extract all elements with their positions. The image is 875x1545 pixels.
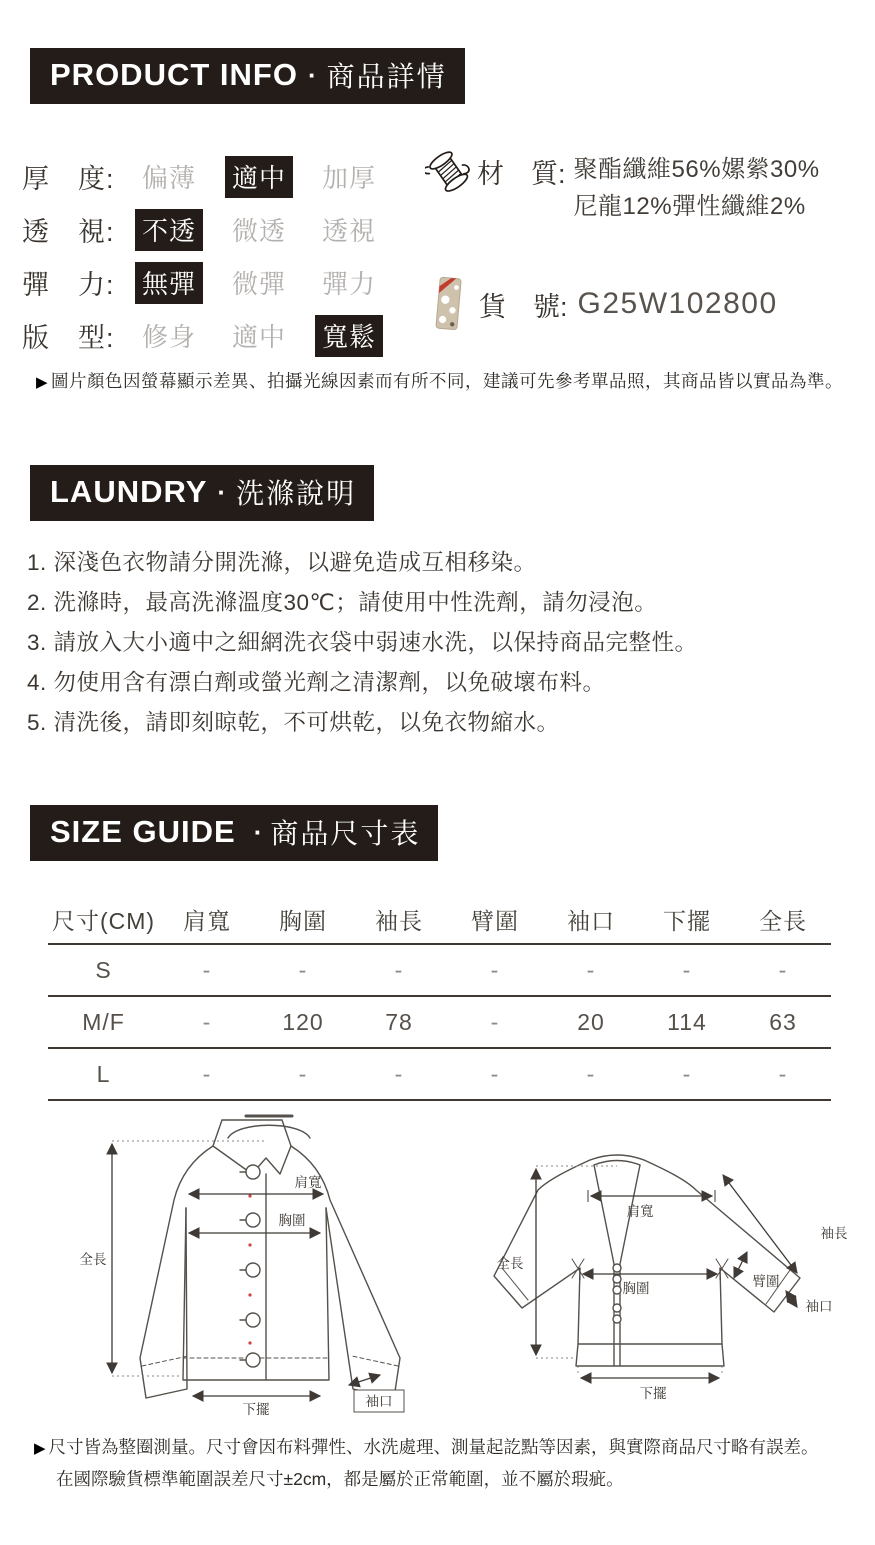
attr-option: 彈力	[321, 269, 376, 299]
col-header-cuff: 袖口	[567, 908, 615, 934]
value-cell: -	[682, 1060, 692, 1087]
value-cell: 114	[667, 1008, 707, 1035]
laundry-title-en: LAUNDRY	[50, 474, 208, 509]
value-cell: -	[490, 1008, 500, 1035]
clothing-tag-icon	[433, 275, 465, 333]
title-separator-dot: ·	[217, 476, 227, 507]
size-guide-title-en: SIZE GUIDE	[50, 814, 236, 849]
value-cell: -	[202, 1008, 212, 1035]
diagram-label-cuff: 袖口	[805, 1299, 833, 1314]
material-line-1: 聚酯纖維56%嫘縈30%	[573, 156, 820, 183]
size-table-header-row	[48, 896, 831, 945]
laundry-item-5: 5. 清洗後，請即刻晾乾，不可烘乾，以免衣物縮水。	[27, 710, 560, 735]
value-cell: -	[298, 1060, 308, 1087]
col-header-hem: 下擺	[663, 908, 711, 934]
color-disclaimer-text: 圖片顏色因螢幕顯示差異、拍攝光線因素而有所不同，建議可先參考單品照，其商品皆以實品為準。	[51, 371, 844, 391]
diagram-label-hem: 下擺	[639, 1386, 667, 1401]
cardigan-measurement-diagram	[478, 1146, 873, 1414]
item-number-value: G25W102800	[577, 287, 778, 320]
attribute-matrix	[22, 150, 422, 362]
material-row	[425, 148, 870, 225]
size-table	[48, 896, 831, 1101]
value-cell: -	[202, 1060, 212, 1087]
value-cell: 63	[769, 1008, 797, 1035]
attr-option: 微彈	[231, 269, 286, 299]
attr-row-elasticity	[22, 256, 422, 309]
attr-option: 加厚	[321, 163, 376, 193]
attr-option: 透視	[321, 216, 376, 246]
value-cell: -	[394, 1060, 404, 1087]
attr-option: 修身	[141, 322, 196, 352]
diagram-label-chest: 胸圍	[622, 1281, 650, 1296]
material-value	[574, 151, 820, 225]
size-guide-header	[30, 805, 438, 861]
size-cell: M/F	[82, 1008, 125, 1035]
size-note-text-1: 尺寸皆為整圈測量。尺寸會因布料彈性、水洗處理、測量起訖點等因素，與實際商品尺寸略有誤差。	[48, 1437, 819, 1457]
laundry-item-1: 1. 深淺色衣物請分開洗滌，以避免造成互相移染。	[27, 550, 537, 575]
size-guide-notes	[34, 1432, 849, 1494]
material-and-sku-column	[425, 148, 870, 333]
measurement-diagrams	[0, 1108, 875, 1438]
diagram-label-sleeve-length: 袖長	[820, 1226, 848, 1241]
value-cell: -	[682, 956, 692, 983]
value-cell: 120	[282, 1008, 324, 1035]
value-cell: -	[394, 956, 404, 983]
col-header-shoulder: 肩寬	[183, 908, 231, 934]
attr-option: 偏薄	[141, 163, 196, 193]
thread-spool-icon	[425, 149, 473, 195]
value-cell: -	[298, 956, 308, 983]
value-cell: -	[490, 1060, 500, 1087]
value-cell: -	[778, 1060, 788, 1087]
col-header-chest: 胸圍	[279, 908, 327, 934]
size-guide-title-zh: 商品尺寸表	[270, 818, 421, 849]
value-cell: -	[586, 1060, 596, 1087]
color-disclaimer-note	[36, 368, 851, 393]
attr-option: 微透	[231, 216, 286, 246]
diagram-label-arm: 臂圍	[752, 1274, 780, 1289]
size-cell: L	[96, 1060, 111, 1087]
jacket-measurement-diagram	[60, 1108, 480, 1420]
laundry-instructions	[27, 543, 867, 743]
product-info-title-en: PRODUCT INFO	[50, 57, 298, 92]
attr-row-thickness	[22, 150, 422, 203]
value-cell: 20	[577, 1008, 605, 1035]
col-header-size-cm: 尺寸(CM)	[51, 908, 156, 934]
size-cell: S	[95, 956, 112, 983]
col-header-full-length: 全長	[759, 908, 807, 934]
laundry-header	[30, 465, 374, 521]
diagram-label-shoulder: 肩寬	[294, 1175, 322, 1190]
laundry-item-2: 2. 洗滌時，最高洗滌溫度30℃；請使用中性洗劑，請勿浸泡。	[27, 590, 658, 615]
table-row-l	[48, 1049, 831, 1101]
attr-option-selected: 寬鬆	[315, 315, 383, 357]
table-row-mf	[48, 997, 831, 1049]
attr-option-selected: 不透	[135, 209, 203, 251]
triangle-bullet-icon: ▶	[36, 374, 49, 391]
triangle-bullet-icon: ▶	[34, 1440, 46, 1457]
product-info-header	[30, 48, 465, 104]
diagram-label-full-length: 全長	[496, 1256, 524, 1271]
size-note-line-1	[34, 1432, 849, 1464]
col-header-arm: 臂圍	[471, 908, 519, 934]
diagram-label-chest: 胸圍	[278, 1213, 306, 1228]
diagram-label-full-length: 全長	[79, 1252, 107, 1267]
value-cell: -	[778, 956, 788, 983]
material-label: 材 質:	[477, 159, 566, 189]
value-cell: 78	[385, 1008, 413, 1035]
attr-row-transparency	[22, 203, 422, 256]
title-separator-dot: ·	[253, 816, 263, 847]
laundry-title-zh: 洗滌說明	[236, 478, 357, 509]
item-number-label: 貨 號:	[479, 291, 568, 322]
table-row-s	[48, 945, 831, 997]
diagram-label-shoulder: 肩寬	[626, 1204, 654, 1219]
material-line-2: 尼龍12%彈性纖維2%	[573, 193, 806, 220]
attr-option-selected: 無彈	[135, 262, 203, 304]
value-cell: -	[586, 956, 596, 983]
attr-label-elasticity: 彈 力:	[22, 270, 115, 300]
attr-option: 適中	[231, 322, 286, 352]
laundry-item-3: 3. 請放入大小適中之細網洗衣袋中弱速水洗，以保持商品完整性。	[27, 630, 698, 655]
attr-row-fit	[22, 309, 422, 362]
attr-label-fit: 版 型:	[22, 323, 115, 353]
size-note-line-2: 在國際驗貨標準範圍誤差尺寸±2cm，都是屬於正常範圍，並不屬於瑕疵。	[56, 1469, 624, 1489]
laundry-item-4: 4. 勿使用含有漂白劑或螢光劑之清潔劑，以免破壞布料。	[27, 670, 606, 695]
attr-label-thickness: 厚 度:	[22, 164, 115, 194]
item-number-row	[425, 275, 870, 333]
attr-option-selected: 適中	[225, 156, 293, 198]
value-cell: -	[202, 956, 212, 983]
col-header-sleeve-length: 袖長	[375, 908, 423, 934]
value-cell: -	[490, 956, 500, 983]
title-separator-dot: ·	[307, 59, 317, 90]
attr-label-transparency: 透 視:	[22, 217, 115, 247]
diagram-label-cuff: 袖口	[365, 1394, 393, 1409]
product-info-title-zh: 商品詳情	[326, 61, 447, 92]
diagram-label-hem: 下擺	[242, 1402, 270, 1417]
